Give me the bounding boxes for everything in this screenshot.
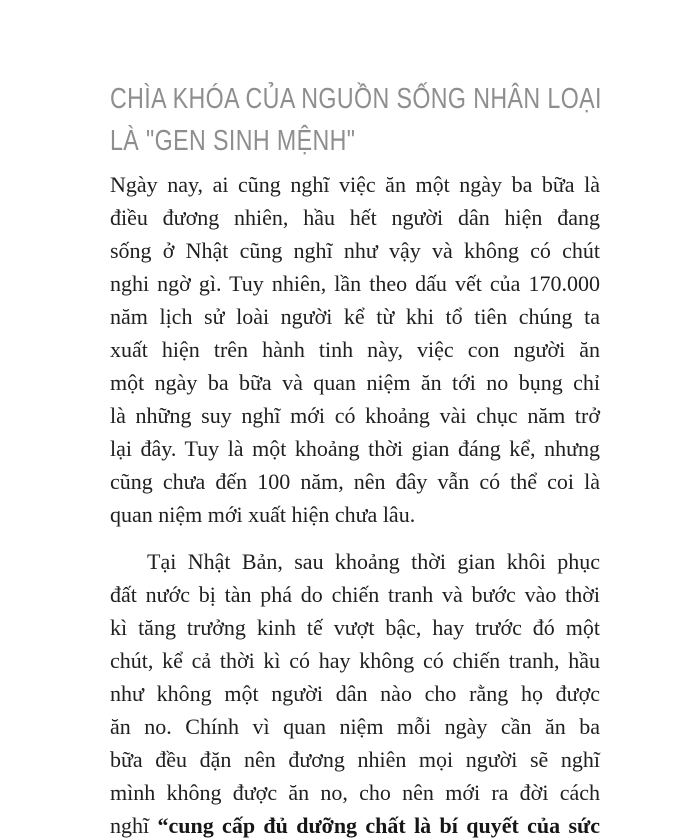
text-line: điều đương nhiên, hầu hết người dân hiện đang (110, 205, 600, 230)
text-line: kì tăng trưởng kinh tế vượt bậc, hay trước đó một (110, 615, 600, 640)
text-line: mình không được ăn no, cho nên mới ra đời cách (110, 780, 600, 805)
text-line: bữa đều đặn nên đương nhiên mọi người sẽ nghĩ (110, 747, 600, 772)
text-line: sống ở Nhật cũng nghĩ như vậy và không có chút (110, 238, 600, 263)
text-line: đất nước bị tàn phá do chiến tranh và bước vào thời (110, 582, 600, 607)
text-line: xuất hiện trên hành tinh này, việc con người ăn (110, 337, 600, 362)
chapter-title-line: CHÌA KHÓA CỦA NGUỒN SỐNG NHÂN LOẠI (110, 83, 602, 115)
text-line: lại đây. Tuy là một khoảng thời gian đáng kể, nhưng (110, 436, 600, 461)
chapter-title-line: LÀ "GEN SINH MỆNH" (110, 125, 356, 157)
paragraph-1 (110, 168, 600, 531)
text-line: nghi ngờ gì. Tuy nhiên, lần theo dấu vết của 170.000 (110, 271, 600, 296)
text-line: là những suy nghĩ mới có khoảng vài chục năm trở (110, 403, 600, 428)
chapter-title (110, 78, 602, 162)
text-line: chút, kể cả thời kì có hay không có chiến tranh, hầu (110, 648, 600, 673)
text-line: như không một người dân nào cho rằng họ được (110, 681, 600, 706)
text-line: cũng chưa đến 100 năm, nên đây vẫn có thể coi là (110, 469, 600, 494)
text-line: Tại Nhật Bản, sau khoảng thời gian khôi phục (147, 549, 600, 574)
text-line: Ngày nay, ai cũng nghĩ việc ăn một ngày ba bữa là (110, 172, 600, 197)
text-line: năm lịch sử loài người kể từ khi tổ tiên chúng ta (110, 304, 600, 329)
text-line: quan niệm mới xuất hiện chưa lâu. (110, 502, 416, 527)
text-line-bold: “cung cấp đủ dưỡng chất là bí quyết của sức (157, 813, 600, 838)
text-line-mixed (110, 809, 600, 838)
text-line: ăn no. Chính vì quan niệm mỗi ngày cần ăn ba (110, 714, 600, 739)
page-content (110, 78, 600, 838)
text-line: một ngày ba bữa và quan niệm ăn tới no bụng chỉ (110, 370, 600, 395)
paragraph-2 (110, 545, 600, 838)
text-line-normal: nghĩ (110, 813, 158, 838)
